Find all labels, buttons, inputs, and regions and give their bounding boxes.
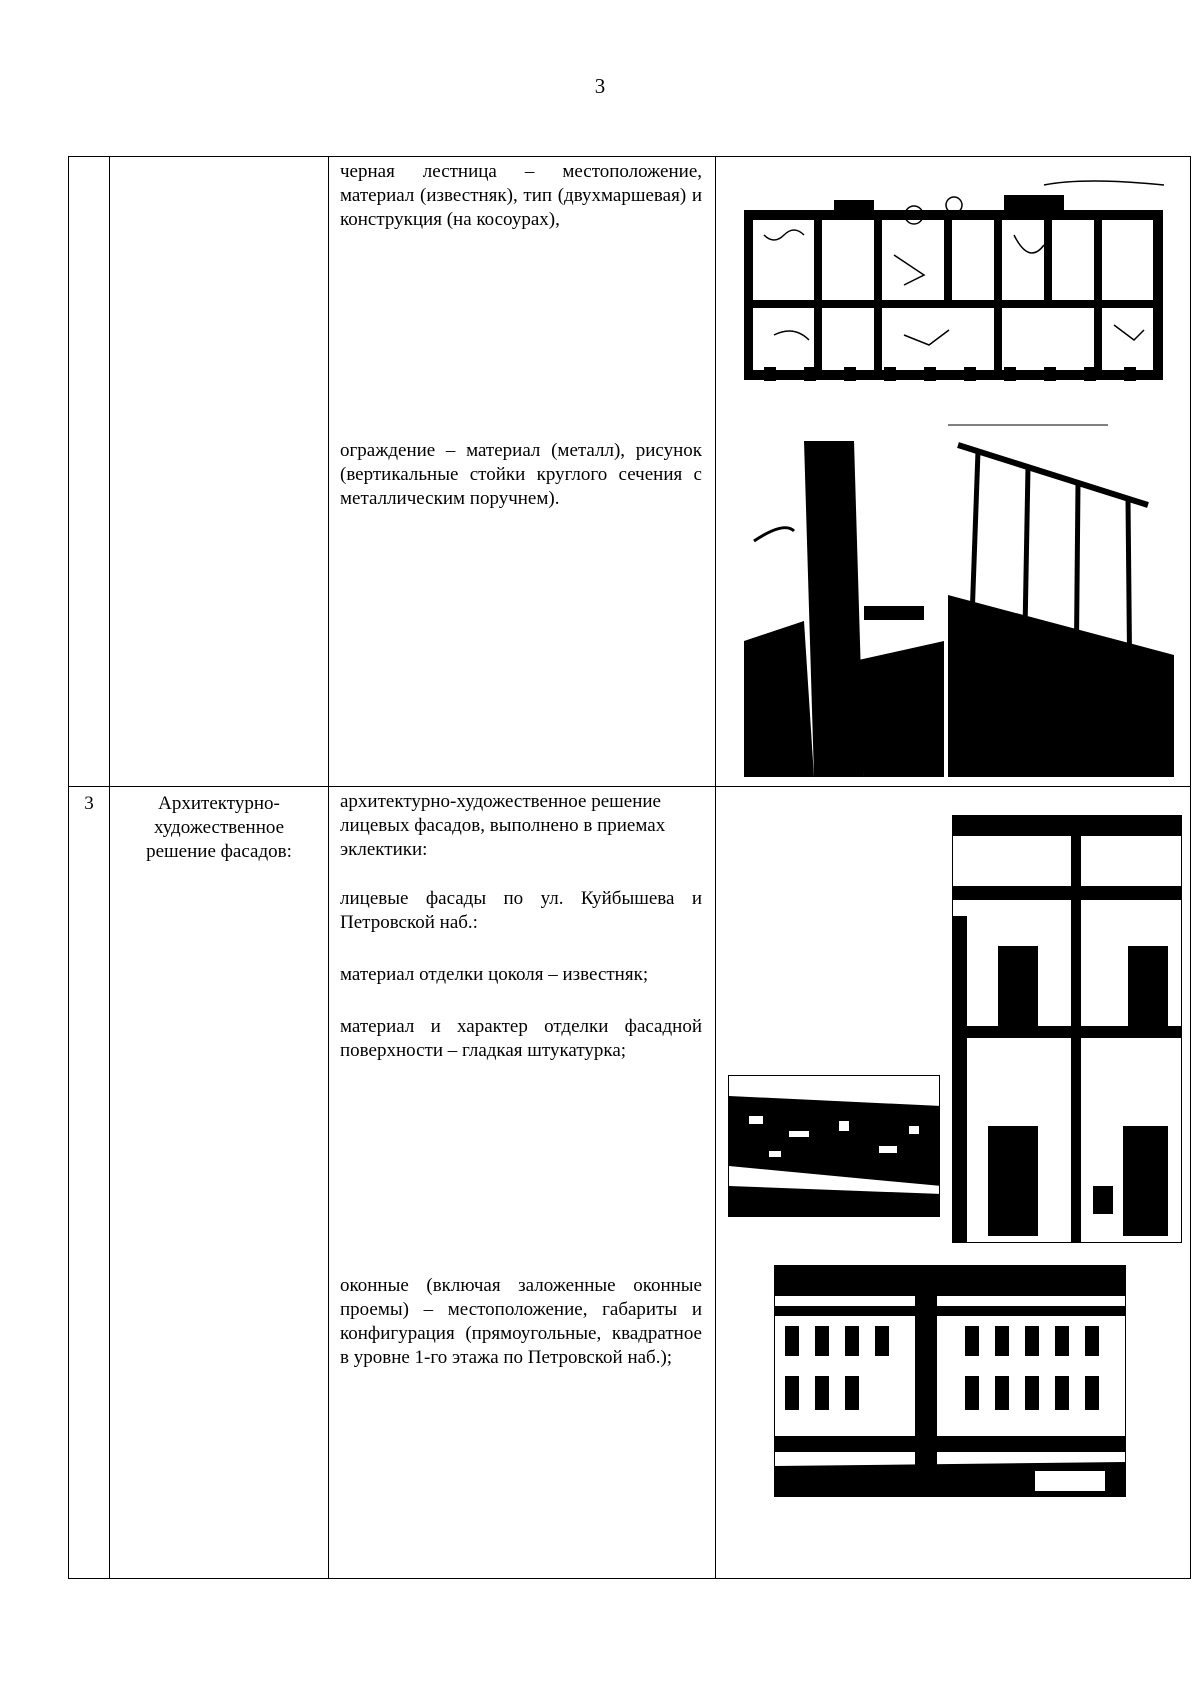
row-number-cell (69, 157, 110, 787)
paragraph-street-facades: лицевые фасады по ул. Куйбышева и Петровской наб.: (340, 888, 702, 933)
page-number: 3 (594, 74, 606, 98)
paragraph-surface-finish: материал и характер отделки фасадной поверхности – гладкая штукатурка; (340, 1016, 702, 1061)
paragraph-black-staircase: черная лестница – местоположение, материал (известняк), тип (двухмаршевая) и конструкция (на косоурах), (340, 161, 702, 230)
item-name-cell: Архитектурно-художественное решение фасадов: (110, 787, 329, 1579)
plinth-stone-photo (728, 1075, 940, 1217)
paragraph-plinth-material: материал отделки цоколя – известняк; (340, 964, 649, 985)
floor-plan-drawing (744, 175, 1170, 385)
building-corner-street-photo (774, 1265, 1126, 1497)
paragraph-windows: оконные (включая заложенные оконные проемы) – местоположение, габариты и конфигурация (прямоугольные, квадратное в уровне 1-го этажа по Петровской наб.); (340, 1275, 702, 1368)
facade-corner-photo (952, 815, 1182, 1243)
description-cell (329, 157, 716, 787)
item-name-cell (110, 157, 329, 787)
paragraph-facade-eclecticism: архитектурно-художественное решение лицевых фасадов, выполнено в приемах эклектики: (340, 791, 666, 860)
protected-elements-table (68, 156, 1191, 1579)
image-cell (716, 787, 1191, 1579)
paragraph-railing: ограждение – материал (металл), рисунок (вертикальные стойки круглого сечения с металлическим поручнем). (340, 440, 702, 509)
row-number-cell: 3 (69, 787, 110, 1579)
stair-photo-left (744, 441, 944, 777)
description-cell (329, 787, 716, 1579)
image-cell (716, 157, 1191, 787)
table-row (69, 157, 1191, 787)
table-row (69, 787, 1191, 1579)
stair-railing-photo-right (948, 415, 1174, 777)
